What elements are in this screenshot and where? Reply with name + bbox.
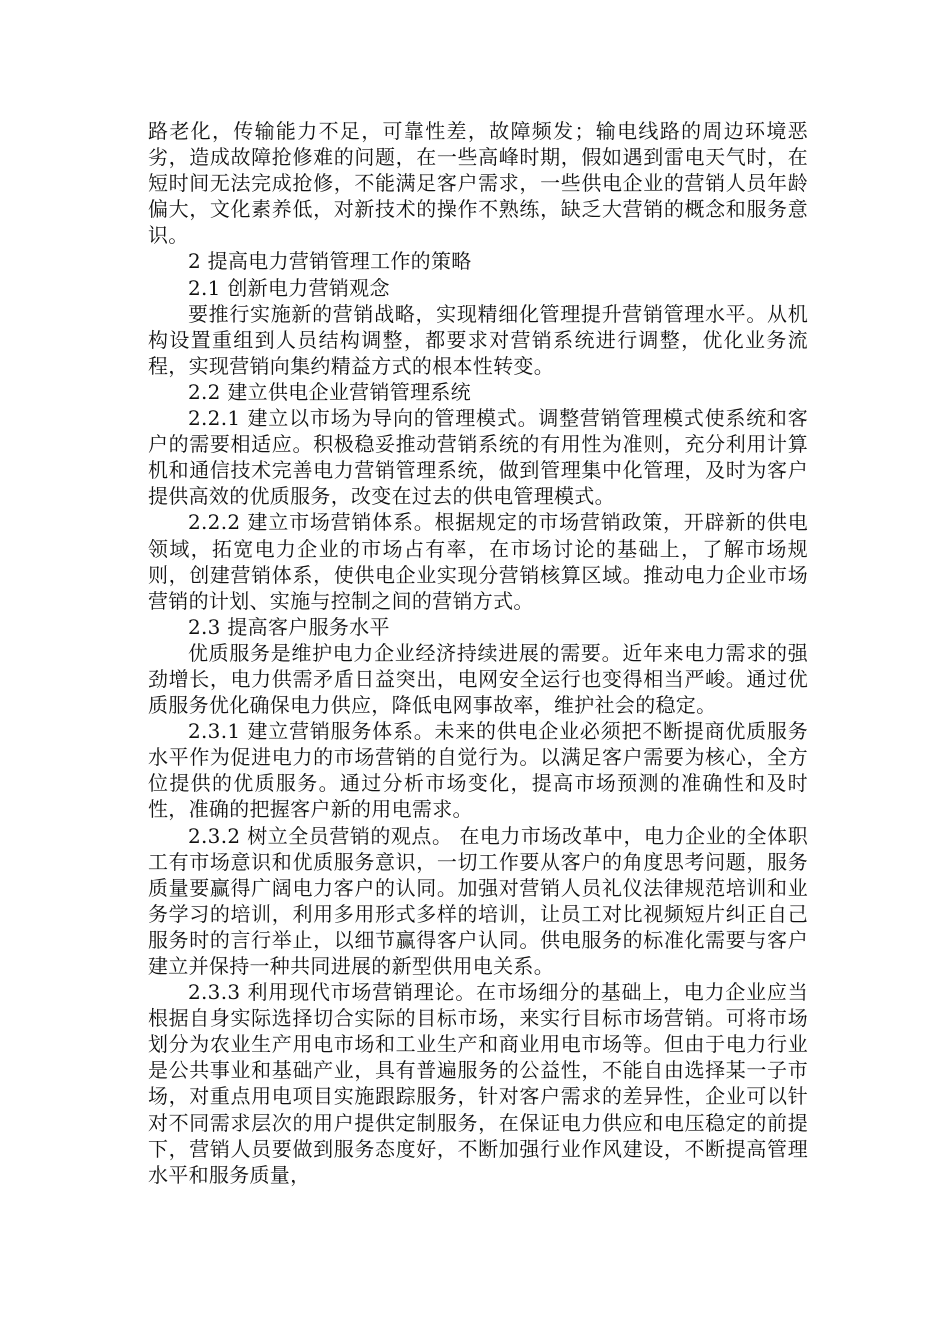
paragraph: 2.3.3 利用现代市场营销理论。在市场细分的基础上，电力企业应当根据自身实际选择切合实际的目标市场，来实行目标市场营销。可将市场划分为农业生产用电市场和工业生产和商业用电市场等。但由于电力行业是公共事业和基础产业，具有普遍服务的公益性，不能自由选择某一子市场，对重点用电项目实施跟踪服务，针对客户需求的差异性，企业可以针对不同需求层次的用户提供定制服务，在保证电力供应和电压稳定的前提下，营销人员要做到服务态度好，不断加强行业作风建设，不断提高管理水平和服务质量， [148, 980, 808, 1187]
document-body [148, 118, 808, 1188]
paragraph: 路老化，传输能力不足，可靠性差，故障频发；输电线路的周边环境恶劣，造成故障抢修难的问题，在一些高峰时期，假如遇到雷电天气时，在短时间无法完成抢修，不能满足客户需求，一些供电企业的营销人员年龄偏大，文化素养低，对新技术的操作不熟练，缺乏大营销的概念和服务意识。 [148, 119, 808, 248]
paragraph: 要推行实施新的营销战略，实现精细化管理提升营销管理水平。从机构设置重组到人员结构调整，都要求对营销系统进行调整，优化业务流程，实现营销向集约精益方式的根本性转变。 [148, 301, 808, 378]
subsection-heading: 2.2 建立供电企业营销管理系统 [188, 379, 471, 404]
paragraph: 2.3.1 建立营销服务体系。未来的供电企业必须把不断提商优质服务水平作为促进电力的市场营销的自觉行为。以满足客户需要为核心，全方位提供的优质服务。通过分析市场变化，提高市场预测的准确性和及时性，准确的把握客户新的用电需求。 [148, 719, 808, 822]
paragraph: 2.2.1 建立以市场为导向的管理模式。调整营销管理模式使系统和客户的需要相适应。积极稳妥推动营销系统的有用性为准则，充分利用计算机和通信技术完善电力营销管理系统，做到管理集中化管理，及时为客户提供高效的优质服务，改变在过去的供电管理模式。 [148, 406, 808, 509]
paragraph: 2.3.2 树立全员营销的观点。 在电力市场改革中，电力企业的全体职工有市场意识和优质服务意识，一切工作要从客户的角度思考问题，服务质量要赢得广阔电力客户的认同。加强对营销人员礼仪法律规范培训和业务学习的培训，利用多用形式多样的培训，让员工对比视频短片纠正自己服务时的言行举止，以细节赢得客户认同。供电服务的标准化需要与客户建立并保持一种共同进展的新型供用电关系。 [148, 823, 808, 978]
paragraph: 优质服务是维护电力企业经济持续进展的需要。近年来电力需求的强劲增长，电力供需矛盾日益突出，电网安全运行也变得相当严峻。通过优质服务优化确保电力供应，降低电网事故率，维护社会的稳定。 [148, 640, 808, 718]
subsection-heading: 2.1 创新电力营销观念 [188, 275, 390, 300]
subsection-heading: 2.3 提高客户服务水平 [188, 614, 390, 639]
paragraph: 2.2.2 建立市场营销体系。根据规定的市场营销政策，开辟新的供电领域，拓宽电力企业的市场占有率，在市场讨论的基础上，了解市场规则，创建营销体系，使供电企业实现分营销核算区域。推动电力企业市场营销的计划、实施与控制之间的营销方式。 [148, 510, 808, 613]
section-heading: 2 提高电力营销管理工作的策略 [188, 249, 472, 274]
